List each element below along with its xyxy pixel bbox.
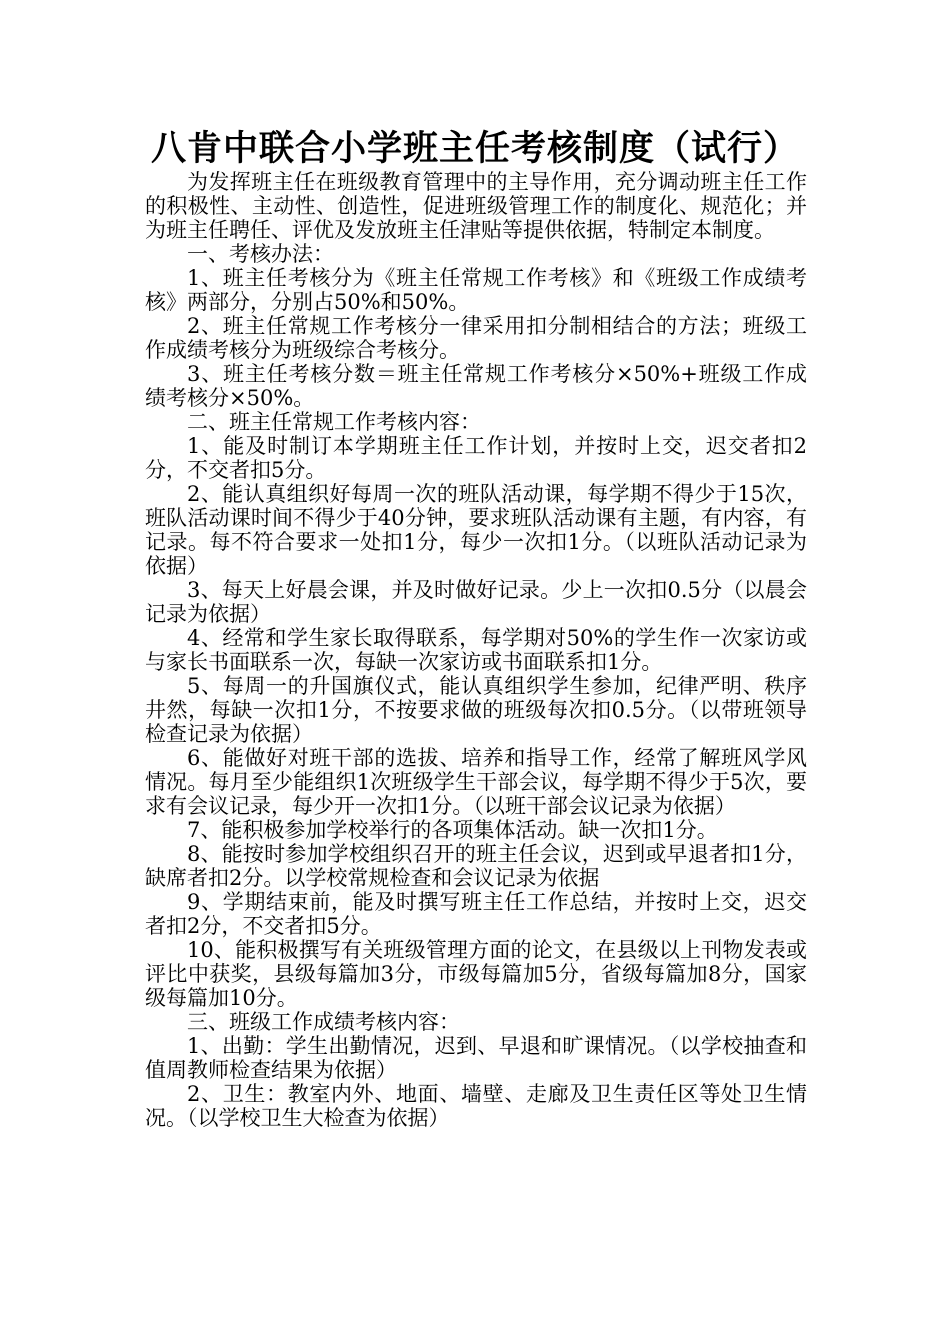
section-heading-class-performance: 三、班级工作成绩考核内容：: [187, 1010, 460, 1034]
paragraph-method-3: 3、班主任考核分数＝班主任常规工作考核分×50%+班级工作成绩考核分×50%。: [145, 362, 807, 410]
paragraph-routine-2: 2、能认真组织好每周一次的班队活动课，每学期不得少于15次，班队活动课时间不得少于40分钟，要求班队活动课有主题，有内容，有记录。每不符合要求一处扣1分，每少一次扣1分。（以班队活动记录为依据）: [145, 482, 807, 578]
paragraph-routine-3: 3、每天上好晨会课，并及时做好记录。少上一次扣0.5分（以晨会记录为依据）: [145, 578, 807, 626]
paragraph-routine-5: 5、每周一的升国旗仪式，能认真组织学生参加，纪律严明、秩序井然，每缺一次扣1分，不按要求做的班级每次扣0.5分。（以带班领导检查记录为依据）: [145, 674, 807, 746]
paragraph-routine-10: 10、能积极撰写有关班级管理方面的论文，在县级以上刊物发表或评比中获奖，县级每篇加3分，市级每篇加5分，省级每篇加8分，国家级每篇加10分。: [145, 938, 807, 1010]
paragraph-routine-4: 4、经常和学生家长取得联系，每学期对50%的学生作一次家访或与家长书面联系一次，每缺一次家访或书面联系扣1分。: [145, 626, 807, 674]
paragraph-performance-1: 1、出勤：学生出勤情况，迟到、早退和旷课情况。（以学校抽查和值周教师检查结果为依据）: [145, 1034, 807, 1082]
section-heading-assessment-method: 一、考核办法：: [187, 242, 334, 266]
section-heading-routine-work: 二、班主任常规工作考核内容：: [187, 410, 481, 434]
document-title: 八肯中联合小学班主任考核制度（试行）: [150, 129, 799, 169]
intro-paragraph: 为发挥班主任在班级教育管理中的主导作用，充分调动班主任工作的积极性、主动性、创造性，促进班级管理工作的制度化、规范化；并为班主任聘任、评优及发放班主任津贴等提供依据，特制定本制度。: [145, 170, 807, 242]
paragraph-method-1: 1、班主任考核分为《班主任常规工作考核》和《班级工作成绩考核》两部分，分别占50%和50%。: [145, 266, 807, 314]
document-body: [145, 170, 807, 1130]
paragraph-performance-2: 2、卫生：教室内外、地面、墙壁、走廊及卫生责任区等处卫生情况。（以学校卫生大检查为依据）: [145, 1082, 807, 1130]
paragraph-method-2: 2、班主任常规工作考核分一律采用扣分制相结合的方法；班级工作成绩考核分为班级综合考核分。: [145, 314, 807, 362]
paragraph-routine-9: 9、学期结束前，能及时撰写班主任工作总结，并按时上交，迟交者扣2分，不交者扣5分。: [145, 890, 807, 938]
paragraph-routine-1: 1、能及时制订本学期班主任工作计划，并按时上交，迟交者扣2分，不交者扣5分。: [145, 434, 807, 482]
paragraph-routine-8: 8、能按时参加学校组织召开的班主任会议，迟到或早退者扣1分，缺席者扣2分。以学校常规检查和会议记录为依据: [145, 842, 807, 890]
paragraph-routine-6: 6、能做好对班干部的选拔、培养和指导工作，经常了解班风学风情况。每月至少能组织1次班级学生干部会议，每学期不得少于5次，要求有会议记录，每少开一次扣1分。（以班干部会议记录为依据）: [145, 746, 807, 818]
paragraph-routine-7: 7、能积极参加学校举行的各项集体活动。缺一次扣1分。: [187, 818, 718, 842]
